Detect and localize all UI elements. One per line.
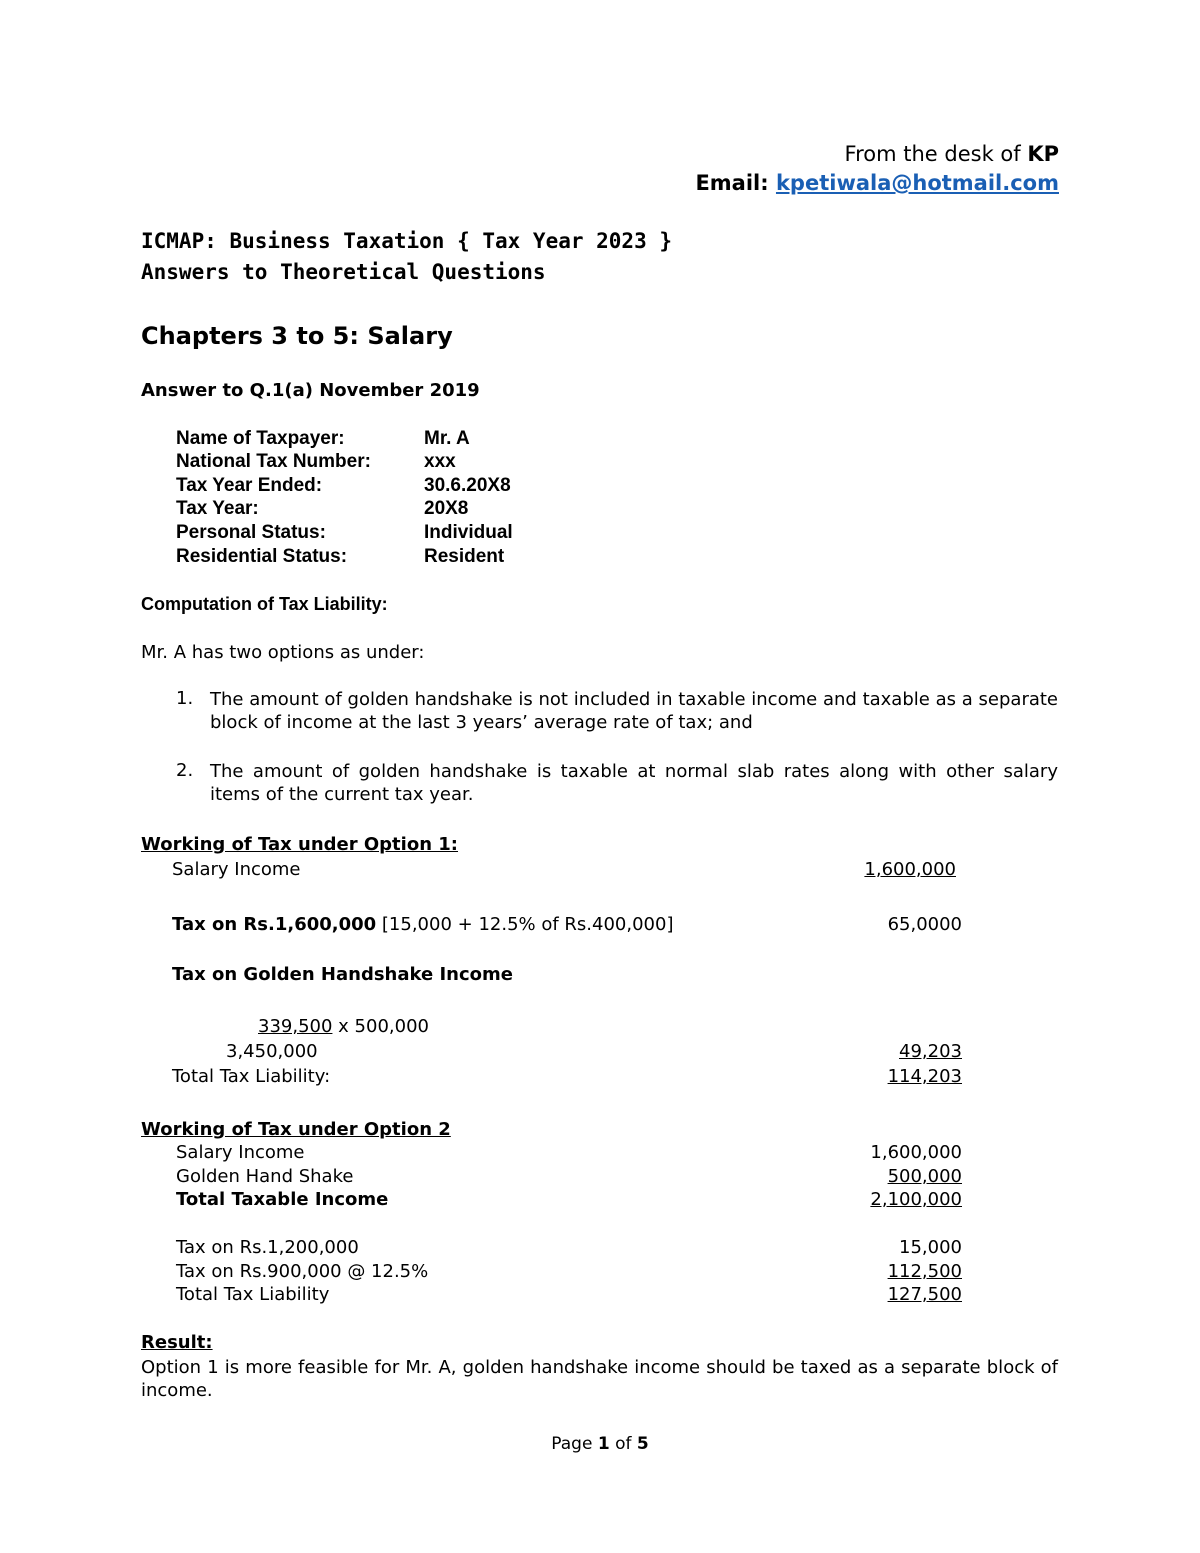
option2-tax2-label: Tax on Rs.900,000 @ 12.5% xyxy=(176,1261,429,1282)
taxpayer-value-tax-year: 20X8 xyxy=(424,498,469,519)
page-total: 5 xyxy=(636,1434,649,1454)
taxpayer-label-tax-year: Tax Year: xyxy=(176,498,259,519)
option1-multiplier: x 500,000 xyxy=(332,1016,429,1037)
option-number-1: 1. xyxy=(176,688,194,709)
option2-total-label: Total Tax Liability xyxy=(176,1284,330,1305)
option1-tax-bold: Tax on Rs.1,600,000 xyxy=(172,914,377,935)
email-link[interactable]: kpetiwala@hotmail.com xyxy=(775,171,1059,195)
option2-gh-label: Golden Hand Shake xyxy=(176,1166,354,1187)
option2-total-income-label: Total Taxable Income xyxy=(176,1189,389,1210)
option1-gh-heading: Tax on Golden Handshake Income xyxy=(172,964,513,985)
option1-total-label: Total Tax Liability: xyxy=(172,1066,331,1087)
taxpayer-label-name: Name of Taxpayer: xyxy=(176,428,345,449)
doc-title: ICMAP: Business Taxation { Tax Year 2023 } xyxy=(141,229,673,253)
taxpayer-value-year-ended: 30.6.20X8 xyxy=(424,475,511,496)
chapter-heading: Chapters 3 to 5: Salary xyxy=(141,322,453,350)
option2-tax2-value: 112,500 xyxy=(887,1261,962,1282)
computation-heading: Computation of Tax Liability: xyxy=(141,594,388,614)
option2-salary-label: Salary Income xyxy=(176,1142,305,1163)
option2-heading: Working of Tax under Option 2 xyxy=(141,1119,451,1140)
option2-tax1-label: Tax on Rs.1,200,000 xyxy=(176,1237,359,1258)
option2-total-value: 127,500 xyxy=(887,1284,962,1305)
intro-text: Mr. A has two options as under: xyxy=(141,642,425,663)
taxpayer-value-ntn: xxx xyxy=(424,451,456,472)
email-label: Email: xyxy=(695,171,776,195)
taxpayer-label-personal: Personal Status: xyxy=(176,522,326,543)
taxpayer-value-residential: Resident xyxy=(424,546,505,567)
email-line xyxy=(695,171,1059,195)
option1-numerator: 339,500 xyxy=(258,1016,333,1037)
option1-gh-value: 49,203 xyxy=(899,1041,962,1062)
option1-tax-value: 65,0000 xyxy=(887,914,962,935)
taxpayer-value-personal: Individual xyxy=(424,522,513,543)
option1-heading: Working of Tax under Option 1: xyxy=(141,834,459,855)
option1-tax-rest: [15,000 + 12.5% of Rs.400,000] xyxy=(376,914,674,935)
desk-line xyxy=(845,142,1059,166)
result-heading: Result: xyxy=(141,1332,213,1353)
option1-denominator: 3,450,000 xyxy=(226,1041,318,1062)
taxpayer-label-ntn: National Tax Number: xyxy=(176,451,371,472)
desk-prefix: From the desk of xyxy=(844,142,1028,166)
option-number-2: 2. xyxy=(176,760,194,781)
option2-total-income-value: 2,100,000 xyxy=(870,1189,962,1210)
answer-heading: Answer to Q.1(a) November 2019 xyxy=(141,380,480,401)
option1-salary-value: 1,600,000 xyxy=(864,859,956,880)
taxpayer-value-name: Mr. A xyxy=(424,428,470,449)
result-text: Option 1 is more feasible for Mr. A, golden handshake income should be taxed as a separate block of income. xyxy=(141,1357,1058,1401)
page-footer xyxy=(0,1434,1200,1454)
option1-salary-label: Salary Income xyxy=(172,859,301,880)
option1-tax-line xyxy=(172,914,673,935)
option-text-2: The amount of golden handshake is taxable at normal slab rates along with other salary items of the current tax year. xyxy=(210,761,1058,805)
page-number: 1 xyxy=(597,1434,610,1454)
option2-tax1-value: 15,000 xyxy=(899,1237,962,1258)
doc-subtitle: Answers to Theoretical Questions xyxy=(141,260,546,284)
option2-salary-value: 1,600,000 xyxy=(870,1142,962,1163)
option-text-1: The amount of golden handshake is not included in taxable income and taxable as a separate block of income at the last 3 years’ average rate of tax; and xyxy=(210,689,1058,733)
option2-gh-value: 500,000 xyxy=(887,1166,962,1187)
desk-name: KP xyxy=(1027,142,1059,166)
page-prefix: Page xyxy=(551,1434,598,1454)
taxpayer-label-year-ended: Tax Year Ended: xyxy=(176,475,323,496)
taxpayer-label-residential: Residential Status: xyxy=(176,546,348,567)
option1-fraction-top xyxy=(226,1016,429,1037)
option1-total-value: 114,203 xyxy=(887,1066,962,1087)
page-of: of xyxy=(609,1434,637,1454)
